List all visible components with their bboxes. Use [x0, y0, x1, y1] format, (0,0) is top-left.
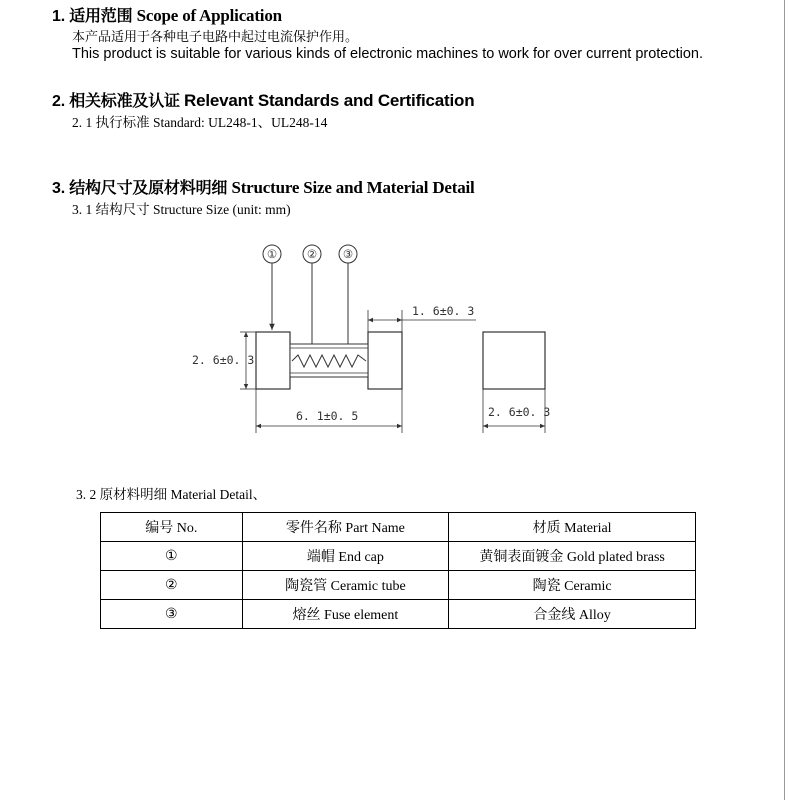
- dim-height-label: 2. 6±0. 3: [192, 353, 255, 367]
- fuse-body: [256, 332, 402, 389]
- end-cap-left: [256, 332, 290, 389]
- structure-diagram: [180, 238, 580, 438]
- table-row: [101, 571, 696, 600]
- section3-heading-cn: 3. 结构尺寸及原材料明细: [52, 180, 228, 197]
- callout-1: [263, 245, 281, 263]
- material-table-header-row: [101, 513, 696, 542]
- section3-sub1: 3. 1 结构尺寸 Structure Size (unit: mm): [72, 202, 291, 217]
- cell-material: 陶瓷 Ceramic: [449, 571, 696, 600]
- section3-sub2: 3. 2 原材料明细 Material Detail、: [76, 487, 267, 502]
- cell-no: ③: [101, 600, 243, 629]
- dim-cap-width-label: 1. 6±0. 3: [412, 304, 475, 318]
- dim-length: [256, 389, 402, 433]
- section3-heading: [52, 175, 475, 198]
- section1-heading: [52, 3, 282, 26]
- header-no: 编号 No.: [101, 513, 243, 542]
- end-cap-right: [368, 332, 402, 389]
- section3-heading-en: Structure Size and Material Detail: [231, 178, 475, 197]
- cell-material: 黄铜表面镀金 Gold plated brass: [449, 542, 696, 571]
- table-row: [101, 600, 696, 629]
- dim-height: [192, 332, 256, 389]
- cell-part-name: 熔丝 Fuse element: [242, 600, 449, 629]
- section2-heading-en: Relevant Standards and Certification: [184, 91, 475, 110]
- header-part-name: 零件名称 Part Name: [242, 513, 449, 542]
- section1-heading-en: Scope of Application: [136, 6, 282, 25]
- section1-line-en: This product is suitable for various kinds of electronic machines to work for over current protection.: [72, 46, 704, 62]
- callout-2: [303, 245, 321, 263]
- fuse-end-view: [483, 332, 550, 433]
- section1-heading-cn: 1. 适用范围: [52, 8, 133, 25]
- section2-heading: [52, 88, 474, 111]
- material-table: [100, 512, 696, 629]
- section1-line-cn: 本产品适用于各种电子电路中起过电流保护作用。: [72, 30, 359, 45]
- dim-cap-width: [368, 304, 476, 332]
- cell-no: ①: [101, 542, 243, 571]
- section2-heading-cn: 2. 相关标准及认证: [52, 93, 180, 110]
- dim-length-label: 6. 1±0. 5: [296, 409, 359, 423]
- callout-3-label: ③: [342, 247, 354, 261]
- cell-part-name: 陶瓷管 Ceramic tube: [242, 571, 449, 600]
- table-row: [101, 542, 696, 571]
- callout-1-label: ①: [266, 247, 278, 261]
- cell-part-name: 端帽 End cap: [242, 542, 449, 571]
- header-material: 材质 Material: [449, 513, 696, 542]
- cell-no: ②: [101, 571, 243, 600]
- page-edge-rule: [784, 0, 785, 800]
- callout-2-label: ②: [306, 247, 318, 261]
- ceramic-tube: [290, 344, 368, 377]
- cell-material: 合金线 Alloy: [449, 600, 696, 629]
- section2-standard: 2. 1 执行标准 Standard: UL248-1、UL248-14: [72, 115, 328, 130]
- dim-end-view-label: 2. 6±0. 3: [488, 405, 551, 419]
- callout-3: [339, 245, 357, 263]
